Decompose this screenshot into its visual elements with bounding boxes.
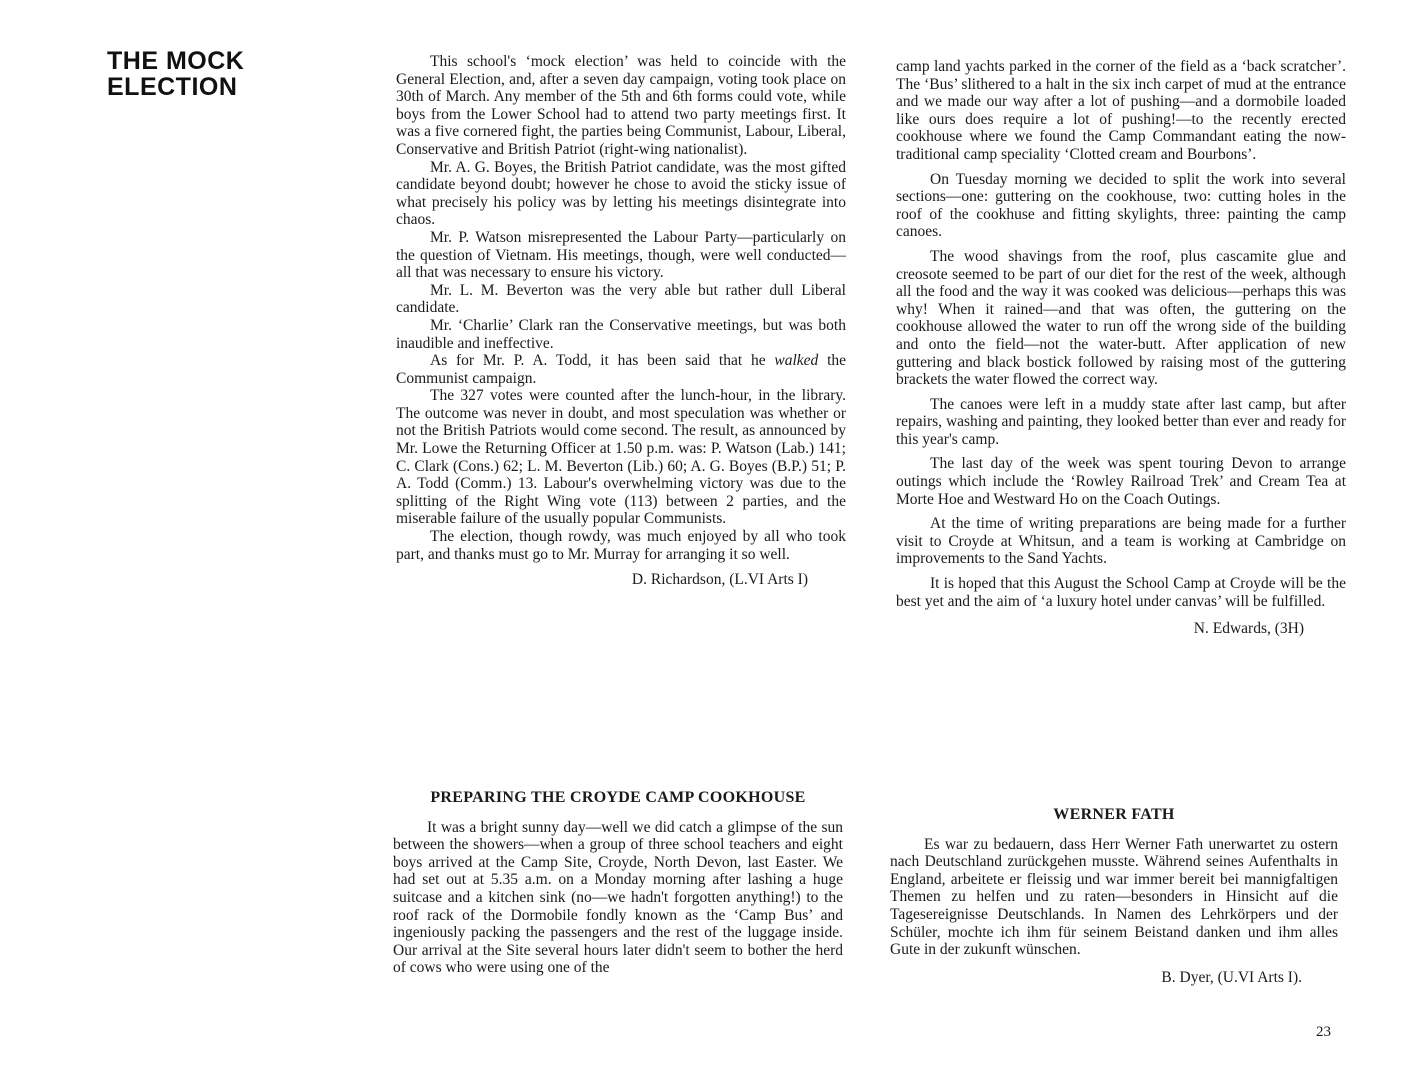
- article-signature: N. Edwards, (3H): [1193, 620, 1304, 638]
- article-paragraph: Es war zu bedauern, dass Herr Werner Fath unerwartet zu ostern nach Deutschland zurückgehen musste. Während seines Aufenthalts in England, arbeitete er fleissig und war immer bereit bei mannigfaltigen Themen zu helfen und zu raten—besonders in Hinsicht auf die Tagesereignisse Deutschlands. In Namen des Lehrkörpers und der Schüler, mochte ich ihm für seinem Beistand danken und ihm alles Gute in der zukunft wünschen.: [890, 835, 1338, 959]
- article-paragraph: camp land yachts parked in the corner of the field as a ‘back scratcher’. The ‘Bus’ slithered to a halt in the six inch carpet of mud at the entrance and we made our way after a lot of pushing—and a dormobile loaded like ours does require a lot of pushing!—to the recently erected cookhouse where we found the Camp Commandant eating the now-traditional camp speciality ‘Clotted cream and Bourbons’.: [896, 58, 1346, 163]
- title-line-1: THE MOCK: [107, 47, 245, 75]
- article-paragraph: The canoes were left in a muddy state after last camp, but after repairs, washing and painting, they looked better than ever and ready for this year's camp.: [896, 395, 1346, 448]
- article-paragraph-todd: [396, 352, 846, 387]
- croyde-article-continued: [896, 58, 1346, 638]
- croyde-heading: PREPARING THE CROYDE CAMP COOKHOUSE: [430, 789, 806, 806]
- article-paragraph: On Tuesday morning we decided to split the work into several sections—one: guttering on the cookhouse, two: cutting holes in the roof of the cookhuse and fitting skylights, three: painting the camp canoes.: [896, 170, 1346, 241]
- article-paragraph: The last day of the week was spent touring Devon to arrange outings which include the ‘Rowley Railroad Trek’ and Cream Tea at Morte Hoe and Westward Ho on the Coach Outings.: [896, 455, 1346, 508]
- article-paragraph: Mr. L. M. Beverton was the very able but rather dull Liberal candidate.: [396, 281, 846, 317]
- article-paragraph: At the time of writing preparations are being made for a further visit to Croyde at Whitsun, and a team is working at Cambridge on improvements to the Sand Yachts.: [896, 515, 1346, 568]
- article-paragraph: Mr. P. Watson misrepresented the Labour Party—particularly on the question of Vietnam. His meetings, though, were well conducted—all that was necessary to ensure his victory.: [396, 228, 846, 282]
- mock-election-title: [107, 48, 307, 100]
- article-paragraph: It is hoped that this August the School Camp at Croyde will be the best yet and the aim of ‘a luxury hotel under canvas’ will be fulfilled.: [896, 575, 1346, 610]
- title-line-2: ELECTION: [107, 73, 238, 101]
- todd-italic-word: walked: [774, 352, 819, 370]
- article-signature: B. Dyer, (U.VI Arts I).: [1161, 968, 1302, 986]
- todd-text-after: the Communist campaign.: [396, 352, 847, 387]
- werner-fath-article: [890, 806, 1338, 986]
- article-paragraph: Mr. A. G. Boyes, the British Patriot candidate, was the most gifted candidate beyond doubt; however he chose to avoid the sticky issue of what precisely his policy was by letting his meetings disintegrate into chaos.: [396, 158, 846, 229]
- article-paragraph: This school's ‘mock election’ was held to coincide with the General Election, and, after a seven day campaign, voting took place on 30th of March. Any member of the 5th and 6th forms could vote, while boys from the Lower School had to attend two party meetings first. It was a five cornered fight, the parties being Communist, Labour, Liberal, Conservative and British Patriot (right-wing nationalist).: [396, 53, 846, 158]
- page-number: 23: [1316, 1024, 1331, 1040]
- article-paragraph: The 327 votes were counted after the lunch-hour, in the library. The outcome was never in doubt, and most speculation was whether or not the British Patriots would come second. The result, as announced by Mr. Lowe the Returning Officer at 1.50 p.m. was: P. Watson (Lab.) 141; C. Clark (Cons.) 62; L. M. Beverton (Lib.) 60; A. G. Boyes (B.P.) 51; P. A. Todd (Comm.) 13. Labour's overwhelming victory was due to the splitting of the Right Wing vote (113) between 2 parties, and the miserable failure of the usually popular Communists.: [396, 387, 846, 528]
- article-paragraph: Mr. ‘Charlie’ Clark ran the Conservative meetings, but was both inaudible and ineffective.: [396, 316, 846, 352]
- article-paragraph: The election, though rowdy, was much enjoyed by all who took part, and thanks must go to Mr. Murray for arranging it so well.: [396, 528, 846, 563]
- croyde-article-start: [393, 789, 843, 977]
- article-paragraph: It was a bright sunny day—well we did catch a glimpse of the sun between the showers—when a group of three school teachers and eight boys arrived at the Camp Site, Croyde, North Devon, last Easter. We had set out at 5.35 a.m. on a Monday morning after lashing a huge suitcase and a kitchen sink (no—we hadn't forgotten anything!) to the roof rack of the Dormobile fondly known as the ‘Camp Bus’ and ingeniously packing the passengers and the rest of the luggage inside. Our arrival at the Site several hours later didn't seem to bother the herd of cows who were using one of the: [393, 818, 843, 977]
- article-signature: D. Richardson, (L.VI Arts I): [631, 571, 808, 589]
- todd-text-before: As for Mr. P. A. Todd, it has been said that he: [430, 352, 766, 370]
- werner-fath-heading: WERNER FATH: [1053, 806, 1175, 823]
- mock-election-article: [396, 53, 846, 589]
- article-paragraph: The wood shavings from the roof, plus cascamite glue and creosote seemed to be part of our diet for the rest of the week, although all the food and the way it was cooked was delicious—perhaps this was why! When it rained—and that was often, the guttering on the cookhouse allowed the water to run off the wrong side of the building and onto the field—not the water-butt. After application of new guttering and black bostick followed by raising most of the guttering brackets the water flowed the correct way.: [896, 247, 1346, 389]
